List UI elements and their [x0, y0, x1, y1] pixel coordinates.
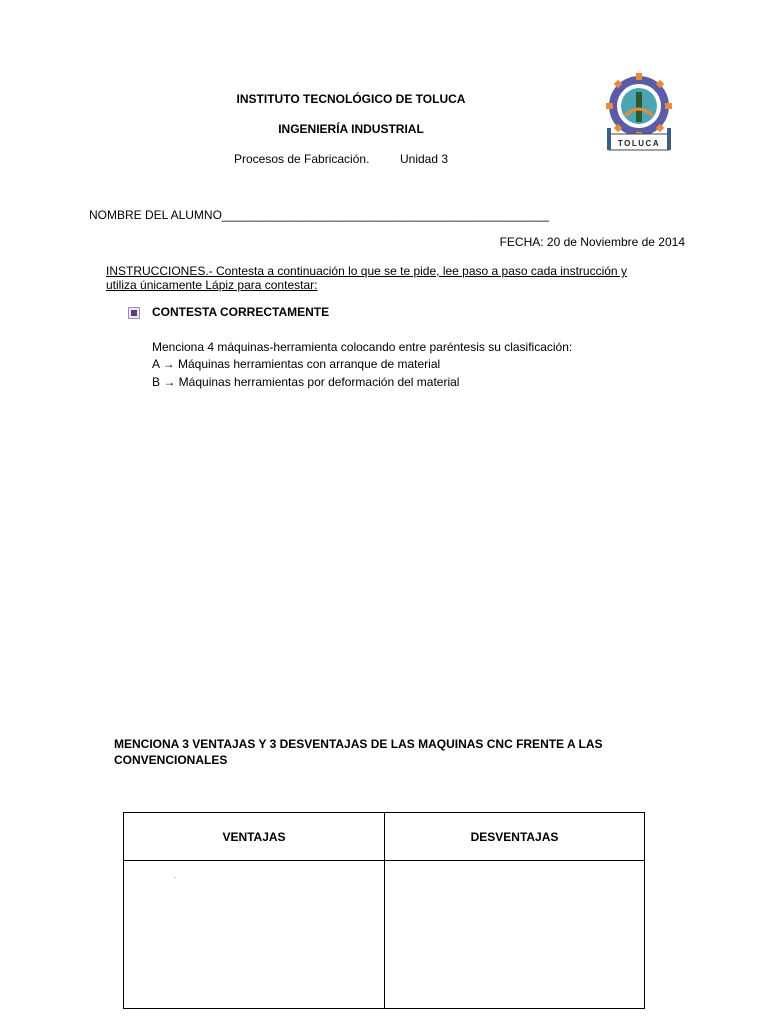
- ventajas-cell[interactable]: [124, 861, 385, 1009]
- instructions-line1: INSTRUCCIONES.- Contesta a continuación lo que se te pide, lee paso a paso cada instrucción y: [106, 264, 627, 278]
- bullet-icon: [128, 307, 140, 319]
- section-heading: CONTESTA CORRECTAMENTE: [152, 305, 330, 319]
- section2-line2: CONVENCIONALES: [114, 753, 228, 767]
- logo-text: TOLUCA: [617, 139, 661, 148]
- unit-label: Unidad 3: [400, 152, 449, 166]
- advantages-table: [123, 812, 645, 1009]
- desventajas-cell[interactable]: [385, 861, 645, 1009]
- option-a: A → Máquinas herramientas con arranque de material: [152, 357, 441, 371]
- desventajas-header: DESVENTAJAS: [385, 813, 645, 861]
- career-title: INGENIERÍA INDUSTRIAL: [278, 122, 424, 136]
- option-b: B → Máquinas herramientas por deformación del material: [152, 375, 460, 389]
- ventajas-header: VENTAJAS: [124, 813, 385, 861]
- date-label: FECHA: 20 de Noviembre de 2014: [499, 235, 685, 249]
- subject-label: Procesos de Fabricación.: [234, 152, 370, 166]
- instructions-line2: utiliza únicamente Lápiz para contestar:: [106, 278, 318, 292]
- section2-line1: MENCIONA 3 VENTAJAS Y 3 DESVENTAJAS DE LAS MAQUINAS CNC FRENTE A LAS: [114, 737, 603, 751]
- stray-mark: .: [174, 871, 177, 880]
- question-text: Menciona 4 máquinas-herramienta colocando entre paréntesis su clasificación:: [152, 340, 573, 354]
- toluca-logo: [603, 72, 679, 154]
- gear-icon: [606, 73, 672, 139]
- student-name-line: NOMBRE DEL ALUMNO_________________________________________________: [89, 208, 549, 222]
- institution-title: INSTITUTO TECNOLÓGICO DE TOLUCA: [236, 92, 466, 106]
